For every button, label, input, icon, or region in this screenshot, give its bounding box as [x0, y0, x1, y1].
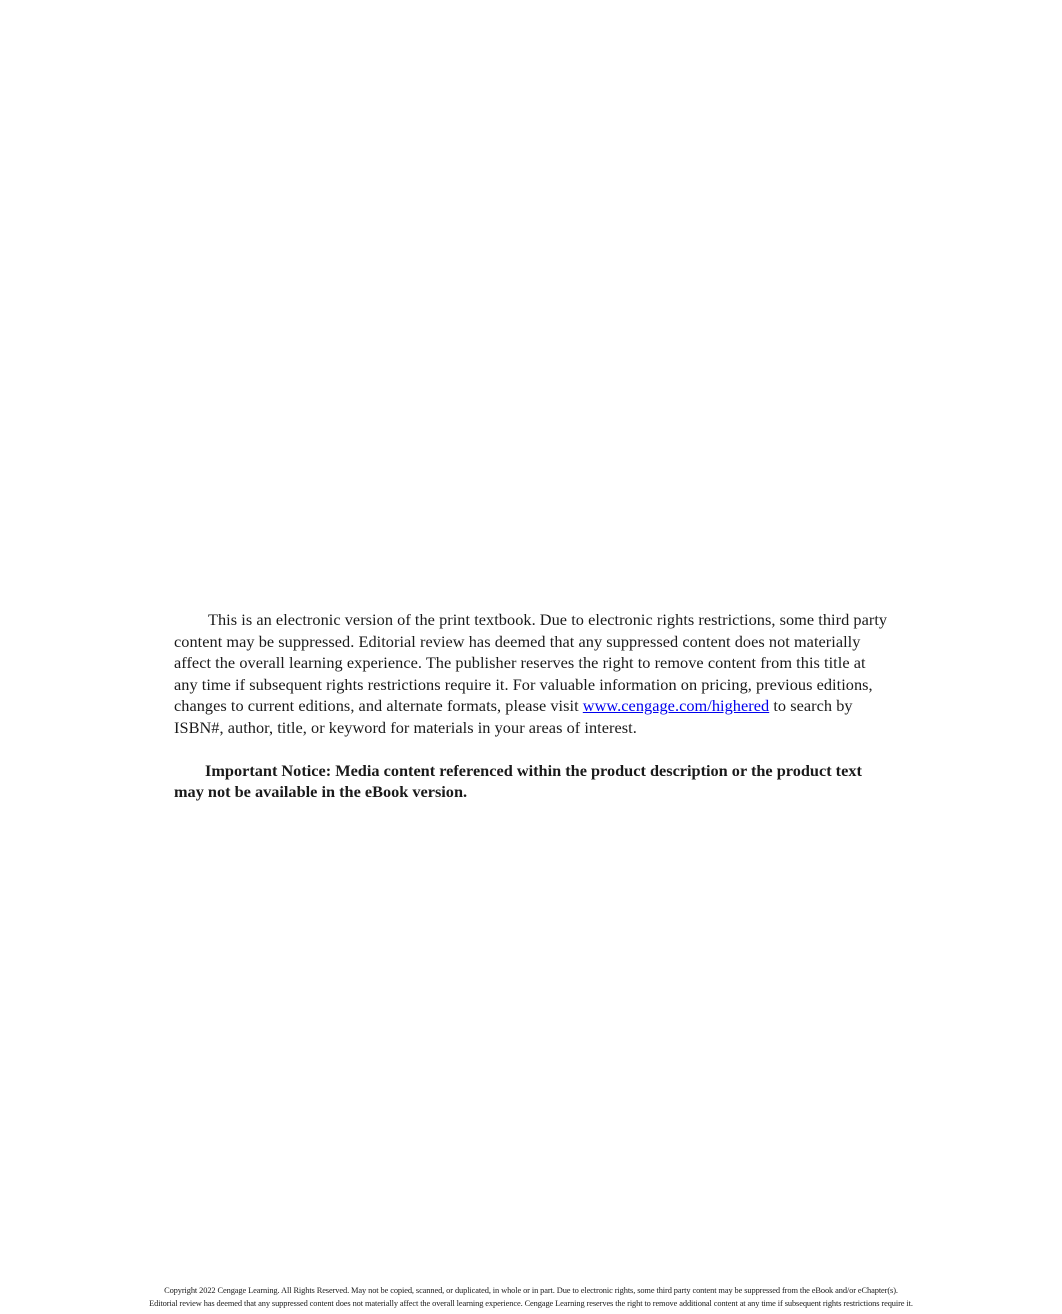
- footer-line-1: Copyright 2022 Cengage Learning. All Rights Reserved. May not be copied, scanned, or duplicated, in whole or in part. Due to electronic rights, some third party content may be suppressed from the eBook and/or eChapter(s).: [164, 1286, 898, 1295]
- notice-paragraph: [174, 609, 890, 739]
- electronic-version-notice: [174, 609, 890, 803]
- notice-text-before-link: This is an electronic version of the print textbook. Due to electronic rights restrictions, some third party content may be suppressed. Editorial review has deemed that any suppressed content does not materially affect the overall learning experience. The publisher reserves the right to remove content from this title at any time if subsequent rights restrictions require it. For valuable information on pricing, previous editions, changes to current editions, and alternate formats, please visit: [174, 610, 888, 716]
- important-notice: Important Notice: Media content referenced within the product description or the product text may not be available in the eBook version.: [174, 760, 862, 802]
- cengage-highered-link[interactable]: www.cengage.com/highered: [582, 696, 770, 716]
- footer-line-2: Editorial review has deemed that any suppressed content does not materially affect the overall learning experience. Cengage Learning reserves the right to remove additional content at any time if subsequent rights restrictions require it.: [149, 1298, 913, 1308]
- copyright-footer: [0, 1285, 1062, 1310]
- notice-text-after-link: to search by ISBN#, author, title, or keyword for materials in your areas of interest.: [174, 696, 853, 737]
